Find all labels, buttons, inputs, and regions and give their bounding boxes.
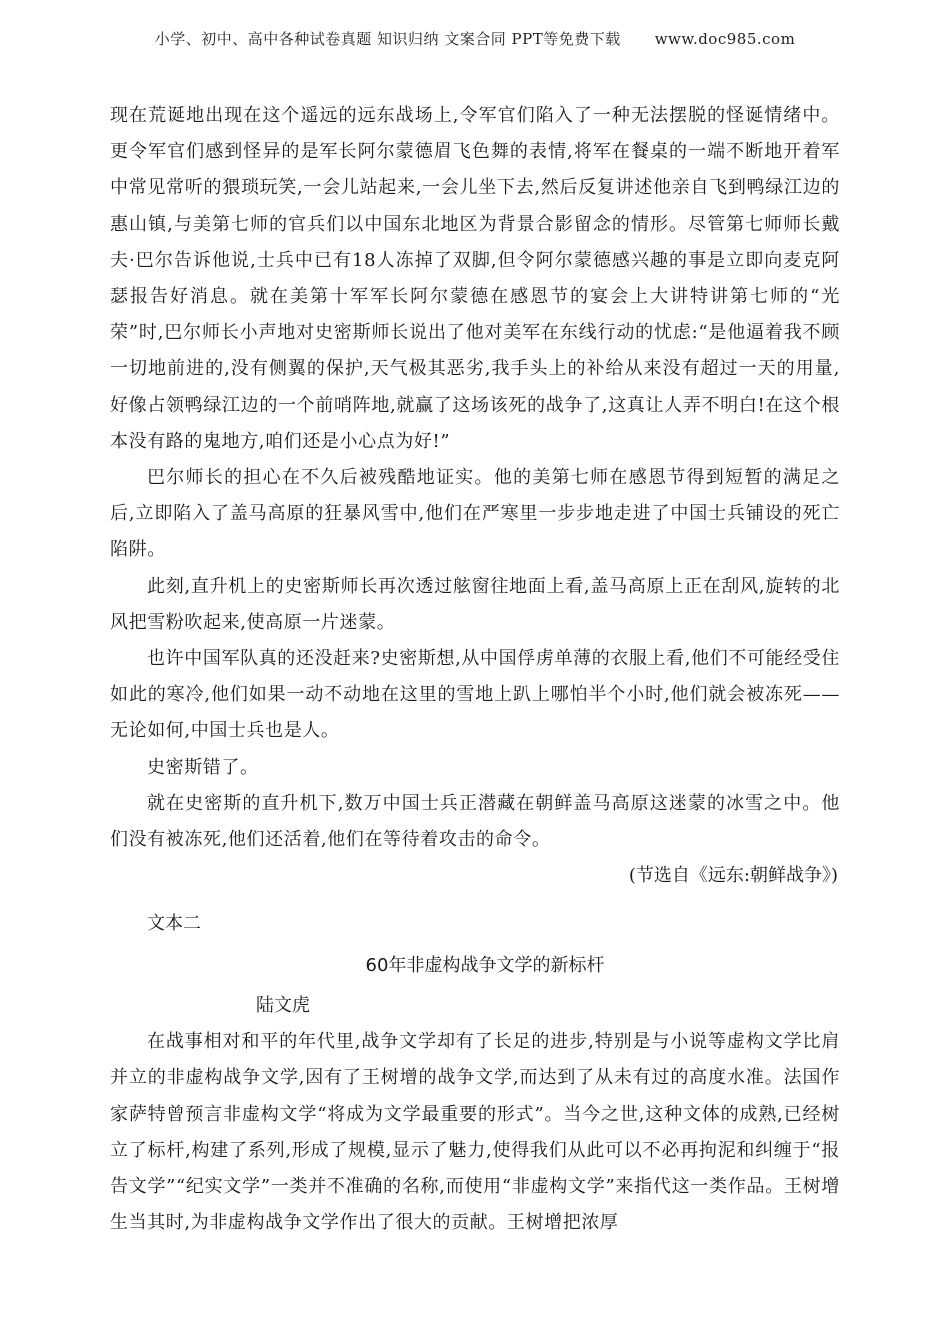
- text1-paragraph-2: 巴尔师长的担心在不久后被残酷地证实。他的美第七师在感恩节得到短暂的满足之后,立即陷入了盖马高原的狂暴风雪中,他们在严寒里一步步地走进了中国士兵铺设的死亡陷阱。: [110, 467, 840, 561]
- text1-paragraph-3: 此刻,直升机上的史密斯师长再次透过舷窗往地面上看,盖马高原上正在刮风,旋转的北风把雪粉吹起来,使高原一片迷蒙。: [110, 575, 840, 633]
- text2-title: 60年非虚构战争文学的新标杆: [365, 955, 605, 977]
- text2-paragraph-1: 在战事相对和平的年代里,战争文学却有了长足的进步,特别是与小说等虚构文学比肩并立的非虚构战争文学,因有了王树增的战争文学,而达到了从未有过的高度水准。法国作家萨特曾预言非虚构文学“将成为文学最重要的形式”。当今之世,这种文体的成熟,已经树立了标杆,构建了系列,形成了规模,显示了魅力,使得我们从此可以不必再拘泥和纠缠于“报告文学”“纪实文学”一类并不准确的名称,而使用“非虚构文学”来指代这一类作品。王树增生当其时,为非虚构战争文学作出了很大的贡献。王树增把浓厚: [110, 1031, 840, 1234]
- header-text: 小学、初中、高中各种试卷真题 知识归纳 文案合同 PPT等免费下载: [154, 30, 621, 48]
- text1-paragraph-6: 就在史密斯的直升机下,数万中国士兵正潜藏在朝鲜盖马高原这迷蒙的冰雪之中。他们没有被冻死,他们还活着,他们在等待着攻击的命令。: [110, 792, 840, 851]
- text1-paragraph-4: 也许中国军队真的还没赶来?史密斯想,从中国俘虏单薄的衣服上看,他们不可能经受住如此的寒冷,他们如果一动不动地在这里的雪地上趴上哪怕半个小时,他们就会被冻死——无论如何,中国士兵也是人。: [110, 648, 840, 742]
- text1-source: (节选自《远东:朝鲜战争》): [628, 865, 838, 887]
- text1-paragraph-1: 现在荒诞地出现在这个遥远的远东战场上,令军官们陷入了一种无法摆脱的怪诞情绪中。更令军官们感到怪异的是军长阿尔蒙德眉飞色舞的表情,将军在餐桌的一端不断地开着军中常见常听的猥琐玩笑,一会儿站起来,一会儿坐下去,然后反复讲述他亲自飞到鸭绿江边的惠山镇,与美第七师的官兵们以中国东北地区为背景合影留念的情形。尽管第七师师长戴夫·巴尔告诉他说,士兵中已有18人冻掉了双脚,但令阿尔蒙德感兴趣的事是立即向麦克阿瑟报告好消息。就在美第十军军长阿尔蒙德在感恩节的宴会上大讲特讲第七师的“光荣”时,巴尔师长小声地对史密斯师长说出了他对美军在东线行动的忧虑:“是他逼着我不顾一切地前进的,没有侧翼的保护,天气极其恶劣,我手头上的补给从来没有超过一天的用量,好像占领鸭绿江边的一个前哨阵地,就赢了这场该死的战争了,这真让人弄不明白!在这个根本没有路的鬼地方,咱们还是小心点为好!”: [110, 105, 840, 452]
- document-body: [110, 98, 840, 1241]
- text1-paragraph-5: 史密斯错了。: [147, 756, 259, 778]
- text2-author: 陆文虎: [256, 995, 310, 1017]
- text2-label: 文本二: [147, 913, 201, 935]
- page-header: [0, 28, 950, 49]
- header-site-link[interactable]: www.doc985.com: [654, 30, 796, 48]
